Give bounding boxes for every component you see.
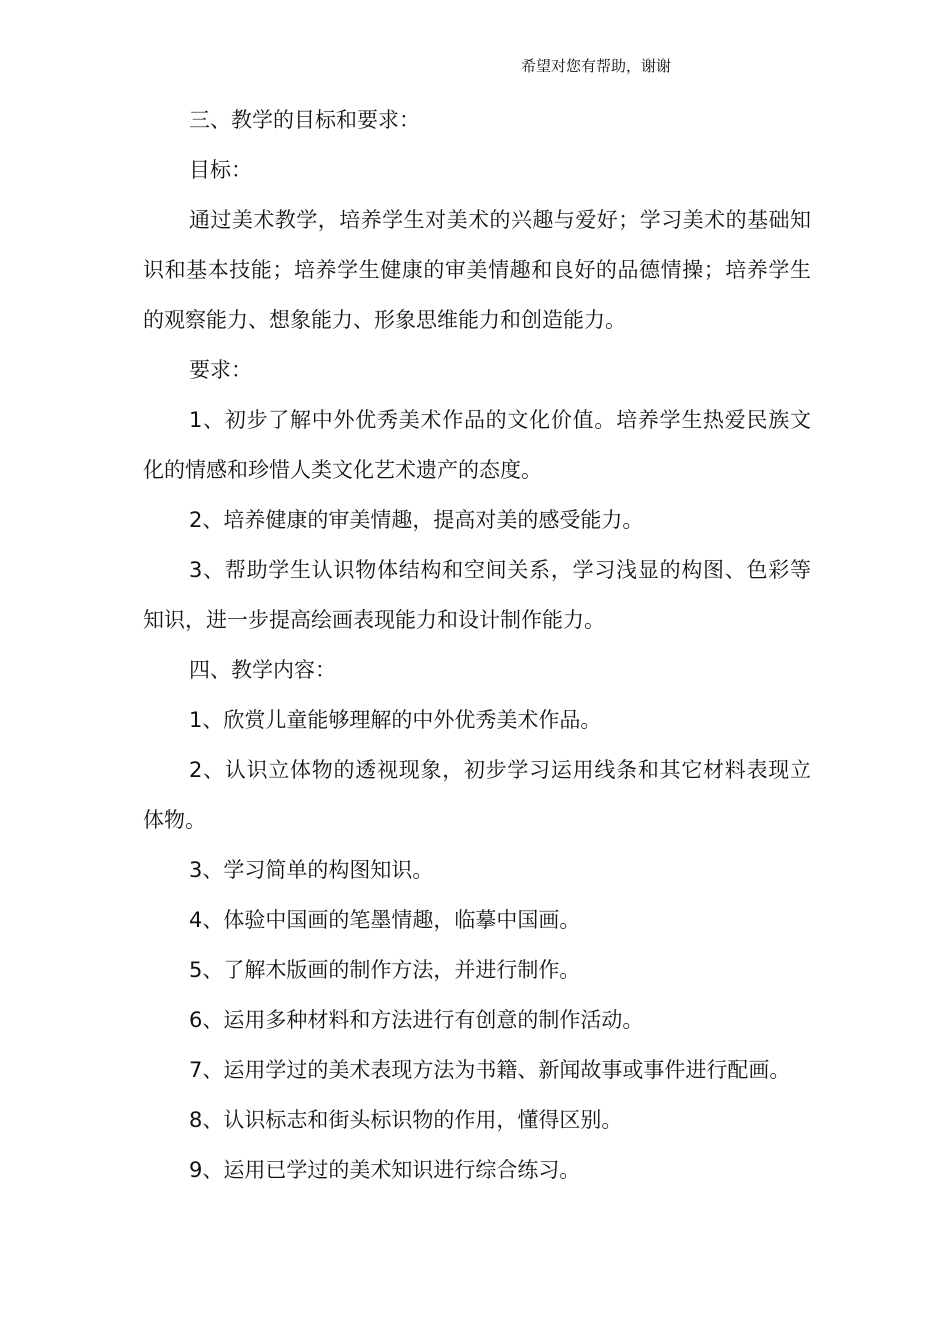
document-body bbox=[143, 95, 811, 1195]
subheading-goals: 目标： bbox=[189, 158, 252, 182]
subheading-requirements: 要求： bbox=[189, 358, 252, 382]
content-item: 6、运用多种材料和方法进行有创意的制作活动。 bbox=[189, 1008, 644, 1032]
content-item: 1、欣赏儿童能够理解的中外优秀美术作品。 bbox=[189, 708, 602, 732]
content-item: 8、认识标志和街头标识物的作用，懂得区别。 bbox=[189, 1108, 623, 1132]
header-note: 希望对您有帮助，谢谢 bbox=[521, 57, 672, 75]
content-item: 4、体验中国画的笔墨情趣，临摹中国画。 bbox=[189, 908, 581, 932]
requirement-item: 1、初步了解中外优秀美术作品的文化价值。培养学生热爱民族文化的情感和珍惜人类文化艺术遗产的态度。 bbox=[143, 408, 811, 482]
content-item: 9、运用已学过的美术知识进行综合练习。 bbox=[189, 1158, 581, 1182]
content-item: 7、运用学过的美术表现方法为书籍、新闻故事或事件进行配画。 bbox=[189, 1058, 791, 1082]
requirement-item: 3、帮助学生认识物体结构和空间关系，学习浅显的构图、色彩等知识，进一步提高绘画表现能力和设计制作能力。 bbox=[143, 558, 811, 632]
content-item: 5、了解木版画的制作方法，并进行制作。 bbox=[189, 958, 581, 982]
paragraph-goals: 通过美术教学，培养学生对美术的兴趣与爱好；学习美术的基础知识和基本技能；培养学生健康的审美情趣和良好的品德情操；培养学生的观察能力、想象能力、形象思维能力和创造能力。 bbox=[143, 208, 811, 332]
section-heading-objectives: 三、教学的目标和要求： bbox=[189, 108, 420, 132]
content-item: 2、认识立体物的透视现象，初步学习运用线条和其它材料表现立体物。 bbox=[143, 758, 811, 832]
requirement-item: 2、培养健康的审美情趣，提高对美的感受能力。 bbox=[189, 508, 644, 532]
content-item: 3、学习简单的构图知识。 bbox=[189, 858, 434, 882]
section-heading-content: 四、教学内容： bbox=[189, 658, 336, 682]
